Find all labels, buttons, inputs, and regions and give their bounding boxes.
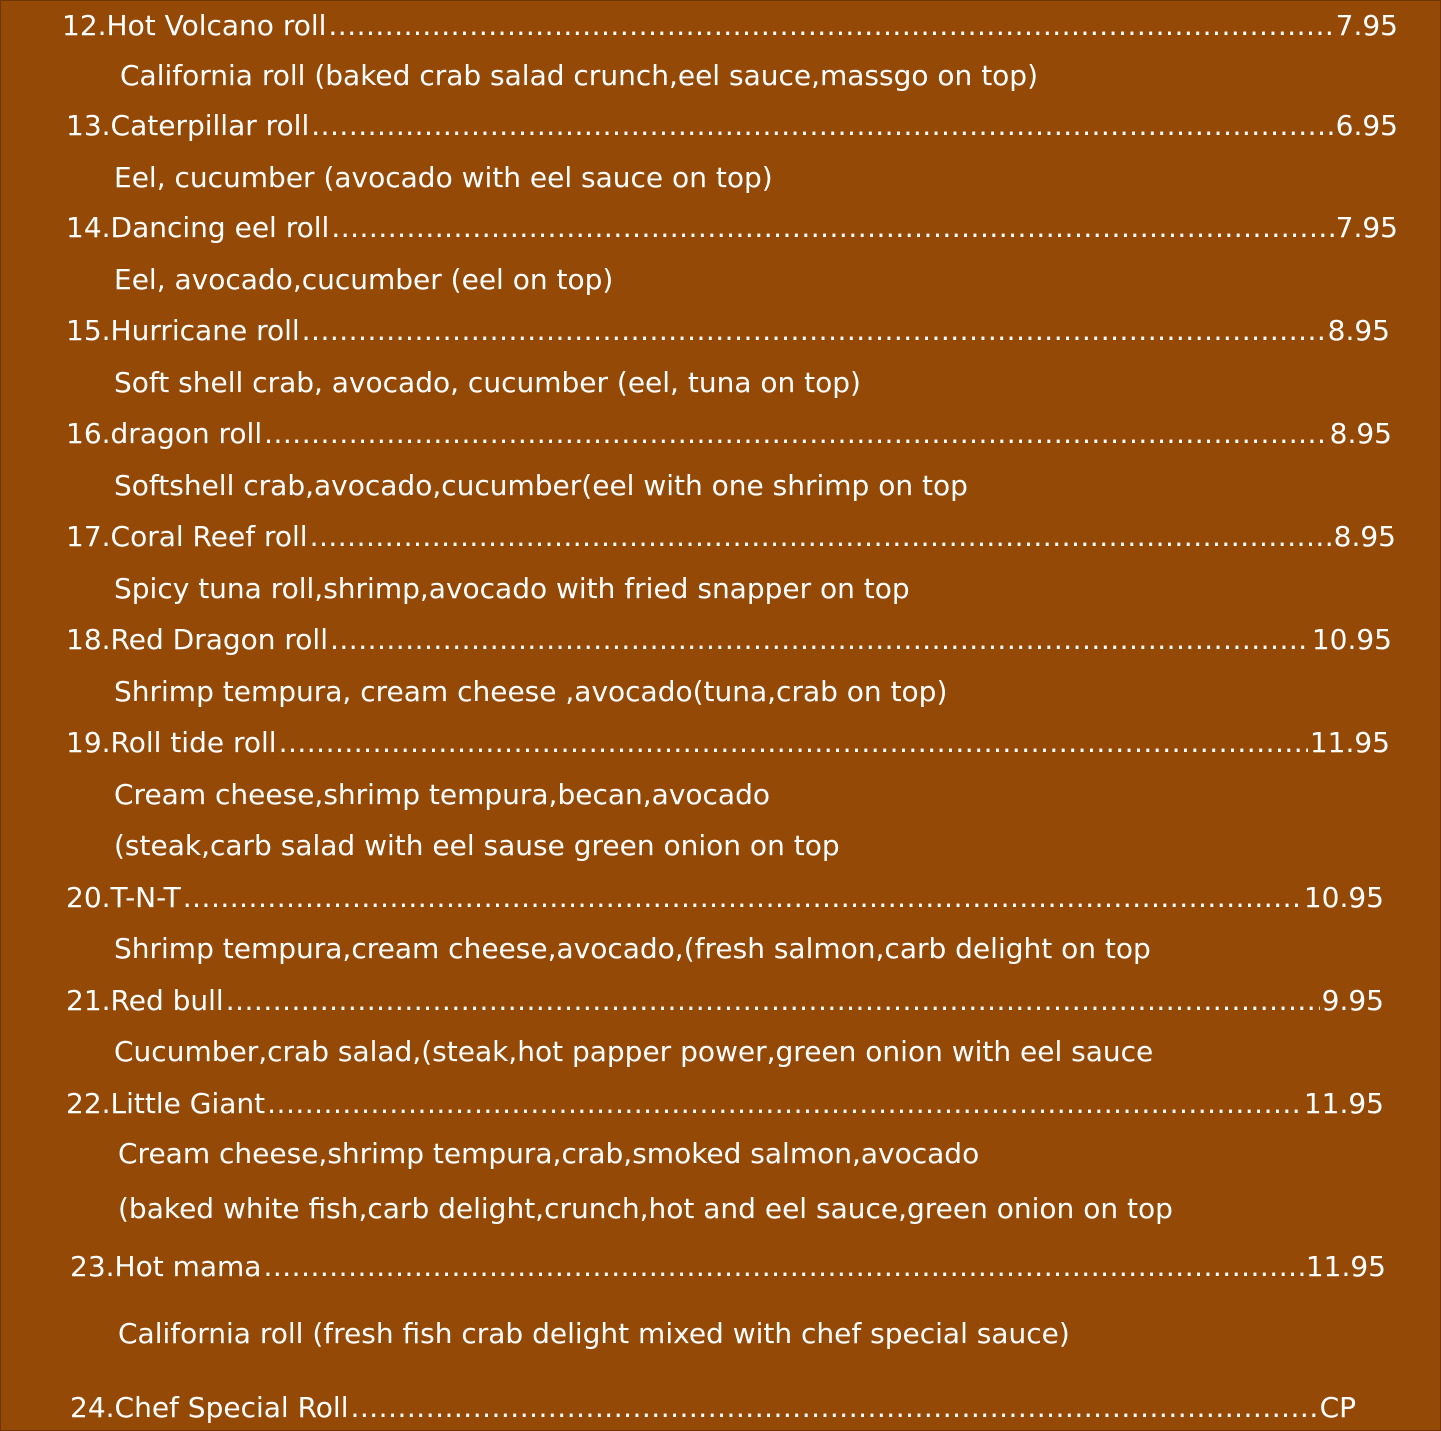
item-price: CP [1319, 1391, 1356, 1424]
item-name: 16.dragon roll [66, 417, 263, 450]
dot-leader [330, 622, 1310, 658]
menu-item-16 [66, 416, 1392, 452]
item-name: 20.T-N-T [66, 881, 181, 914]
item-description: Soft shell crab, avocado, cucumber (eel, tuna on top) [114, 366, 861, 399]
dot-leader [183, 880, 1302, 916]
item-name: 24.Chef Special Roll [70, 1391, 349, 1424]
menu-item-23 [70, 1249, 1386, 1285]
item-description: California roll (baked crab salad crunch,eel sauce,massgo on top) [120, 59, 1038, 92]
menu-item-13 [66, 108, 1398, 144]
item-description: Eel, cucumber (avocado with eel sauce on top) [114, 161, 773, 194]
menu-item-14 [66, 210, 1398, 246]
item-name: 17.Coral Reef roll [66, 520, 308, 553]
dot-leader [311, 108, 1333, 144]
item-name: 13.Caterpillar roll [66, 109, 310, 142]
item-price: 11.95 [1303, 1087, 1384, 1120]
item-price: 7.95 [1335, 211, 1398, 244]
item-description: Cream cheese,shrimp tempura,crab,smoked salmon,avocado [118, 1137, 980, 1170]
dot-leader [328, 8, 1333, 44]
item-price: 10.95 [1303, 881, 1384, 914]
dot-leader [263, 1249, 1303, 1285]
item-price: 11.95 [1309, 726, 1390, 759]
item-price: 8.95 [1329, 417, 1392, 450]
item-name: 18.Red Dragon roll [66, 623, 328, 656]
item-description: Shrimp tempura, cream cheese ,avocado(tuna,crab on top) [114, 675, 948, 708]
dot-leader [331, 210, 1333, 246]
item-description: (baked white fish,carb delight,crunch,hot and eel sauce,green onion on top [118, 1192, 1173, 1225]
item-price: 10.95 [1311, 623, 1392, 656]
item-description: Spicy tuna roll,shrimp,avocado with fried snapper on top [114, 572, 910, 605]
item-description: Cucumber,crab salad,(steak,hot papper power,green onion with eel sauce [114, 1035, 1154, 1068]
item-description: Softshell crab,avocado,cucumber(eel with one shrimp on top [114, 469, 968, 502]
dot-leader [264, 416, 1328, 452]
item-description: (steak,carb salad with eel sause green onion on top [114, 829, 840, 862]
dot-leader [279, 725, 1308, 761]
menu-item-21 [66, 983, 1384, 1019]
item-description: Shrimp tempura,cream cheese,avocado,(fresh salmon,carb delight on top [114, 932, 1151, 965]
menu-item-15 [66, 313, 1390, 349]
item-name: 19.Roll tide roll [66, 726, 277, 759]
dot-leader [302, 313, 1326, 349]
dot-leader [350, 1390, 1317, 1426]
dot-leader [226, 983, 1320, 1019]
menu-item-19 [66, 725, 1390, 761]
item-price: 11.95 [1305, 1250, 1386, 1283]
item-description: Eel, avocado,cucumber (eel on top) [114, 263, 614, 296]
menu-item-22 [66, 1086, 1384, 1122]
menu-item-17 [66, 519, 1396, 555]
menu-item-24 [70, 1390, 1356, 1426]
item-price: 6.95 [1335, 109, 1398, 142]
item-name: 15.Hurricane roll [66, 314, 300, 347]
menu-item-18 [66, 622, 1392, 658]
item-name: 21.Red bull [66, 984, 224, 1017]
item-name: 23.Hot mama [70, 1250, 262, 1283]
dot-leader [267, 1086, 1302, 1122]
item-description: California roll (fresh fish crab delight mixed with chef special sauce) [118, 1317, 1070, 1350]
item-name: 12.Hot Volcano roll [62, 9, 327, 42]
item-description: Cream cheese,shrimp tempura,becan,avocado [114, 778, 770, 811]
item-price: 8.95 [1333, 520, 1396, 553]
item-price: 7.95 [1335, 9, 1398, 42]
menu-item-20 [66, 880, 1384, 916]
dot-leader [310, 519, 1332, 555]
item-price: 9.95 [1321, 984, 1384, 1017]
item-name: 14.Dancing eel roll [66, 211, 330, 244]
menu-item-12 [62, 8, 1398, 44]
item-price: 8.95 [1327, 314, 1390, 347]
item-name: 22.Little Giant [66, 1087, 266, 1120]
